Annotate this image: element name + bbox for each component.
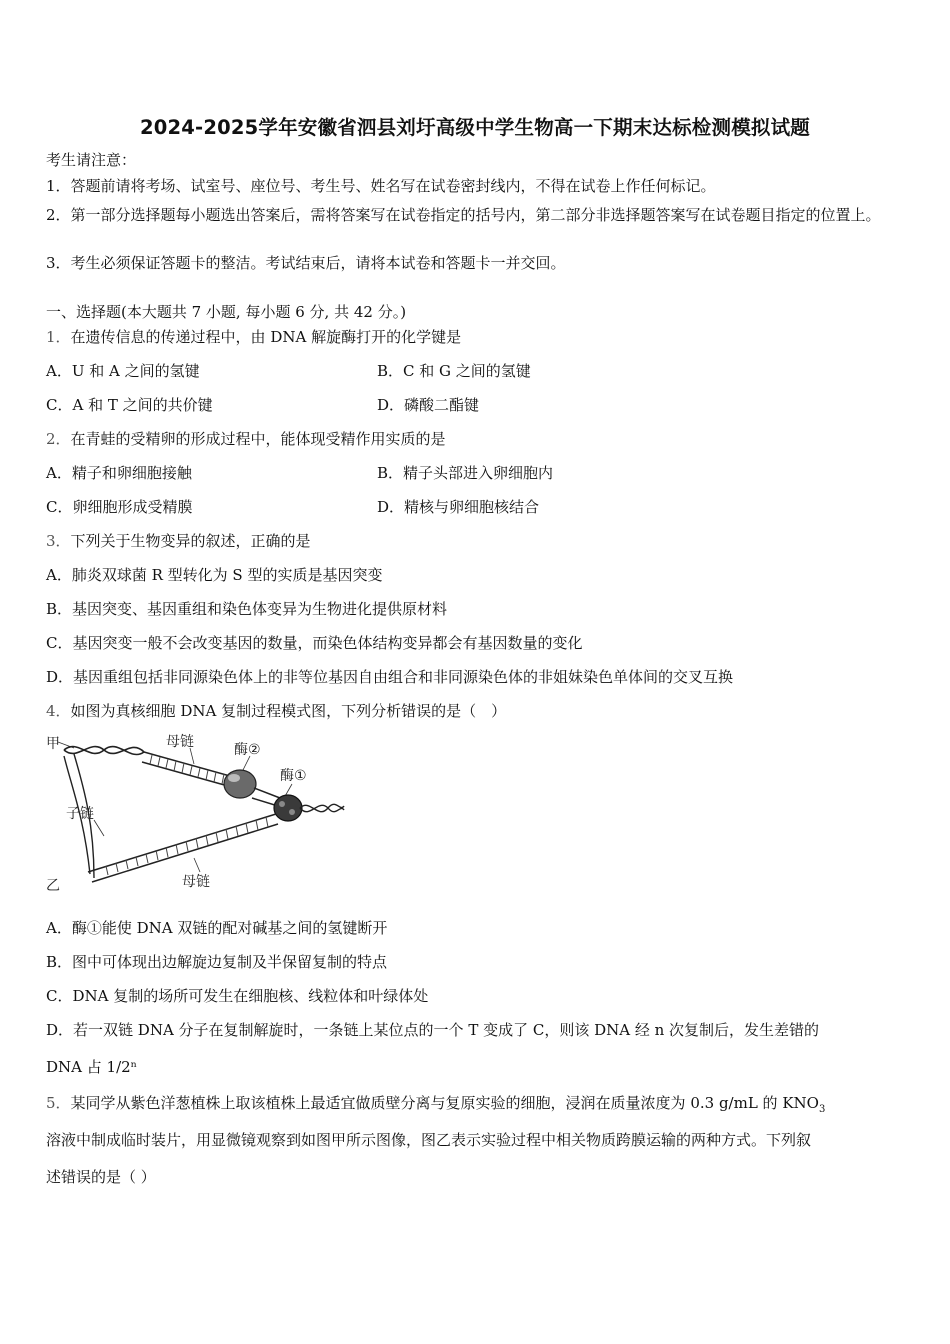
q1-option-d: D．磷酸二酯键 <box>377 396 480 414</box>
q4-option-a: A．酶①能使 DNA 双链的配对碱基之间的氢键断开 <box>46 919 388 937</box>
question-number: 1． <box>46 328 71 346</box>
label-enzyme-1: 酶① <box>280 768 307 784</box>
q1-option-b: B．C 和 G 之间的氢键 <box>377 362 531 380</box>
label-jia: 甲 <box>46 736 60 752</box>
question-text: 某同学从紫色洋葱植株上取该植株上最适宜做质壁分离与复原实验的细胞，浸润在质量浓度为 0.3 g/mL 的 KNO <box>70 1094 819 1112</box>
label-parent-strand-top: 母链 <box>166 734 194 750</box>
question-2-stem <box>46 429 446 449</box>
upper-duplex <box>142 752 230 786</box>
lower-duplex <box>88 814 278 882</box>
q1-option-c: C．A 和 T 之间的共价键 <box>46 396 213 414</box>
question-5-stem-line1 <box>46 1093 825 1120</box>
label-parent-strand-bottom: 母链 <box>182 874 210 890</box>
question-5-stem-line2: 溶液中制成临时装片，用显微镜观察到如图甲所示图像，图乙表示实验过程中相关物质跨膜运输的两种方式。下列叙 <box>46 1131 812 1149</box>
q3-option-b: B．基因突变、基因重组和染色体变异为生物进化提供原材料 <box>46 600 448 618</box>
notice-item-3: 3．考生必须保证答题卡的整洁。考试结束后，请将本试卷和答题卡一并交回。 <box>46 254 566 272</box>
question-number: 4． <box>46 702 71 720</box>
question-5-stem-line3: 述错误的是（ ） <box>46 1168 156 1186</box>
question-number: 3． <box>46 532 71 550</box>
q3-option-a: A．肺炎双球菌 R 型转化为 S 型的实质是基因突变 <box>46 566 383 584</box>
question-text: 如图为真核细胞 DNA 复制过程模式图，下列分析错误的是（ ） <box>70 702 507 720</box>
question-text: 在遗传信息的传递过程中，由 DNA 解旋酶打开的化学键是 <box>70 328 462 346</box>
q4-option-c: C．DNA 复制的场所可发生在细胞核、线粒体和叶绿体处 <box>46 987 429 1005</box>
section-heading: 一、选择题(本大题共 7 小题, 每小题 6 分, 共 42 分。) <box>46 303 407 321</box>
q2-option-a: A．精子和卵细胞接触 <box>46 464 192 482</box>
dna-replication-figure <box>44 728 346 894</box>
q4-option-d-line1: D．若一双链 DNA 分子在复制解旋时，一条链上某位点的一个 T 变成了 C，则该 DNA 经 n 次复制后，发生差错的 <box>46 1021 820 1039</box>
enzyme-1-shape <box>274 795 302 821</box>
label-enzyme-2: 酶② <box>234 742 261 758</box>
subscript: 3 <box>818 1104 826 1115</box>
notice-item-2: 2．第一部分选择题每小题选出答案后，需将答案写在试卷指定的括号内，第二部分非选择题答案写在试卷题目指定的位置上。 <box>46 206 881 224</box>
double-helix-left <box>64 747 144 755</box>
label-yi: 乙 <box>46 878 60 894</box>
q4-option-d-line2: DNA 占 1/2ⁿ <box>46 1058 138 1076</box>
q2-option-b: B．精子头部进入卵细胞内 <box>377 464 554 482</box>
q3-option-d: D．基因重组包括非同源染色体上的非等位基因自由组合和非同源染色体的非姐妹染色单体间的交叉互换 <box>46 668 734 686</box>
notice-heading: 考生请注意： <box>46 151 137 169</box>
page-title: 2024-2025学年安徽省泗县刘圩高级中学生物高一下期末达标检测模拟试题 <box>139 116 811 139</box>
question-text: 在青蛙的受精卵的形成过程中，能体现受精作用实质的是 <box>70 430 446 448</box>
question-4-stem <box>46 701 506 721</box>
q3-option-c: C．基因突变一般不会改变基因的数量，而染色体结构变异都会有基因数量的变化 <box>46 634 583 652</box>
q1-option-a: A．U 和 A 之间的氢键 <box>46 362 200 380</box>
question-1-stem <box>46 327 461 347</box>
double-helix-right <box>300 804 344 811</box>
question-number: 2． <box>46 430 71 448</box>
q2-option-c: C．卵细胞形成受精膜 <box>46 498 193 516</box>
question-text: 下列关于生物变异的叙述，正确的是 <box>70 532 311 550</box>
question-number: 5． <box>46 1094 71 1112</box>
label-daughter-strand: 子链 <box>66 806 94 822</box>
enzyme-2-shape <box>224 770 256 798</box>
notice-item-1: 1．答题前请将考场、试室号、座位号、考生号、姓名写在试卷密封线内，不得在试卷上作任何标记。 <box>46 177 716 195</box>
q4-option-b: B．图中可体现出边解旋边复制及半保留复制的特点 <box>46 953 388 971</box>
question-3-stem <box>46 531 311 551</box>
q2-option-d: D．精核与卵细胞核结合 <box>377 498 540 516</box>
